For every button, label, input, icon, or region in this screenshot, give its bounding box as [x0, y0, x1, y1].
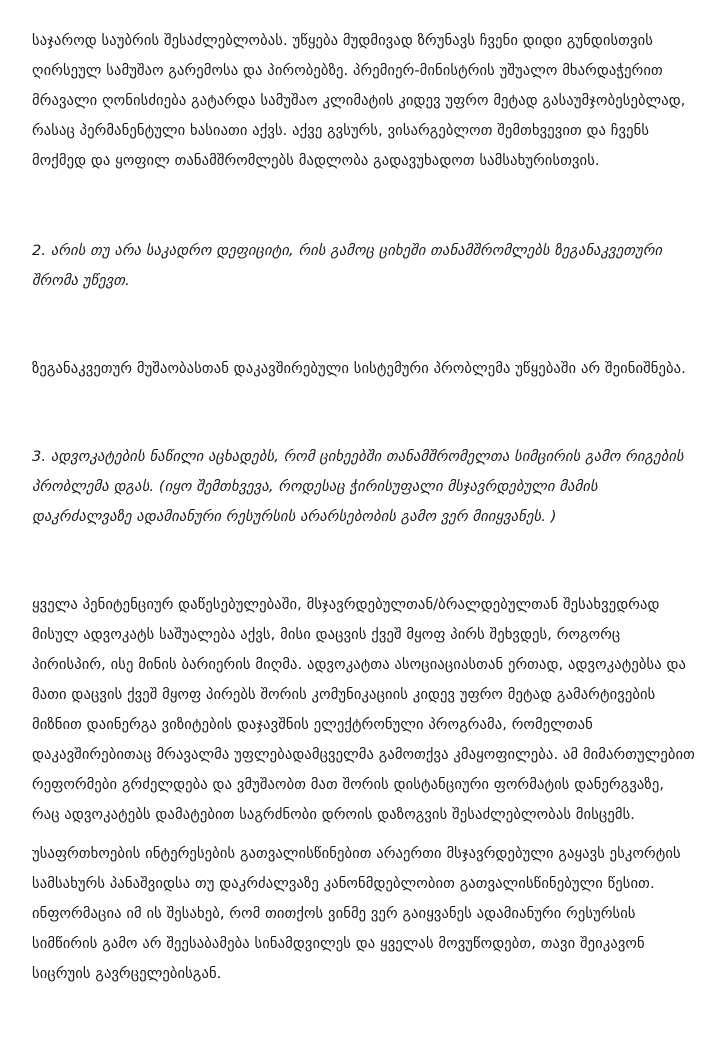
paragraph-spacer	[32, 296, 696, 354]
paragraph-spacer	[32, 384, 696, 442]
document-body	[32, 26, 696, 989]
answer-3-paragraph-1: ყველა პენიტენციურ დაწესებულებაში, მსჯავრდებულთან/ბრალდებულთან შესახვედრად მისულ ადვოკატს საშუალება აქვს, მისი დაცვის ქვეშ მყოფ პირს შეხვდეს, როგორც პირისპირ, ისე მინის ბარიერის მიღმა. ადვოკატთა ასოციაციასთან ერთად, ადვოკატებსა და მათი დაცვის ქვეშ მყოფ პირებს შორის კომუნიკაციის კიდევ უფრო მეტად გამარტივების მიზნით დაინერგა ვიზიტების დაჯავშნის ელექტრონული პროგრამა, რომელთან დაკავშირებითაც მრავალმა უფლებადამცველმა გამოთქვა კმაყოფილება. ამ მიმართულებით რეფორმები გრძელდება და ვმუშაობთ მათ შორის დისტანციური ფორმატის დანერგვაზე, რაც ადვოკატებს დამატებით საგრძნობი დროის დაზოგვის შესაძლებლობას მისცემს.	[32, 596, 695, 823]
question-3: 3. ადვოკატების ნაწილი აცხადებს, რომ ციხეებში თანამშრომელთა სიმცირის გამო რიგების პრობლემა დგას. (იყო შემთხვევა, როდესაც ჭირისუფალი მსჯავრდებული მამის დაკრძალვაზე ადამიანური რესურსის არარსებობის გამო ვერ მიიყვანეს. )	[32, 448, 684, 525]
answer-2: ზეგანაკვეთურ მუშაობასთან დაკავშირებული სისტემური პრობლემა უწყებაში არ შეინიშნება.	[32, 360, 686, 377]
question-2: 2. არის თუ არა საკადრო დეფიციტი, რის გამოც ციხეში თანამშრომლებს ზეგანაკვეთური შრომა უწევთ.	[32, 242, 663, 289]
answer-3-paragraph-2: უსაფრთხოების ინტერესების გათვალისწინებით არაერთი მსჯავრდებული გაყავს ესკორტის სამსახურს პანაშვიდსა თუ დაკრძალვაზე კანონმდებლობით გათვალისწინებული წესით. ინფორმაცია იმ ის შესახებ, რომ თითქოს ვინმე ვერ გაიყვანეს ადამიანური რესურსის სიმწირის გამო არ შეესაბამება სინამდვილეს და ყველას მოვუწოდებთ, თავი შეიკავონ სიცრუის გავრცელებისგან.	[32, 845, 681, 982]
paragraph-intro: საჯაროდ საუბრის შესაძლებლობას. უწყება მუდმივად ზრუნავს ჩვენი დიდი გუნდისთვის ღირსეულ სამუშაო გარემოსა და პირობებზე. პრემიერ-მინისტრის უშუალო მხარდაჭერით მრავალი ღონისძიება გატარდა სამუშაო კლიმატის კიდევ უფრო მეტად გასაუმჯობესებლად, რასაც პერმანენტული ხასიათი აქვს. აქვე გვსურს, ვისარგებლოთ შემთხვევით და ჩვენს მოქმედ და ყოფილ თანამშრომლებს მადლობა გადავუხადოთ სამსახურისთვის.	[32, 32, 686, 169]
paragraph-spacer	[32, 830, 696, 839]
paragraph-spacer	[32, 176, 696, 236]
paragraph-spacer	[32, 532, 696, 590]
